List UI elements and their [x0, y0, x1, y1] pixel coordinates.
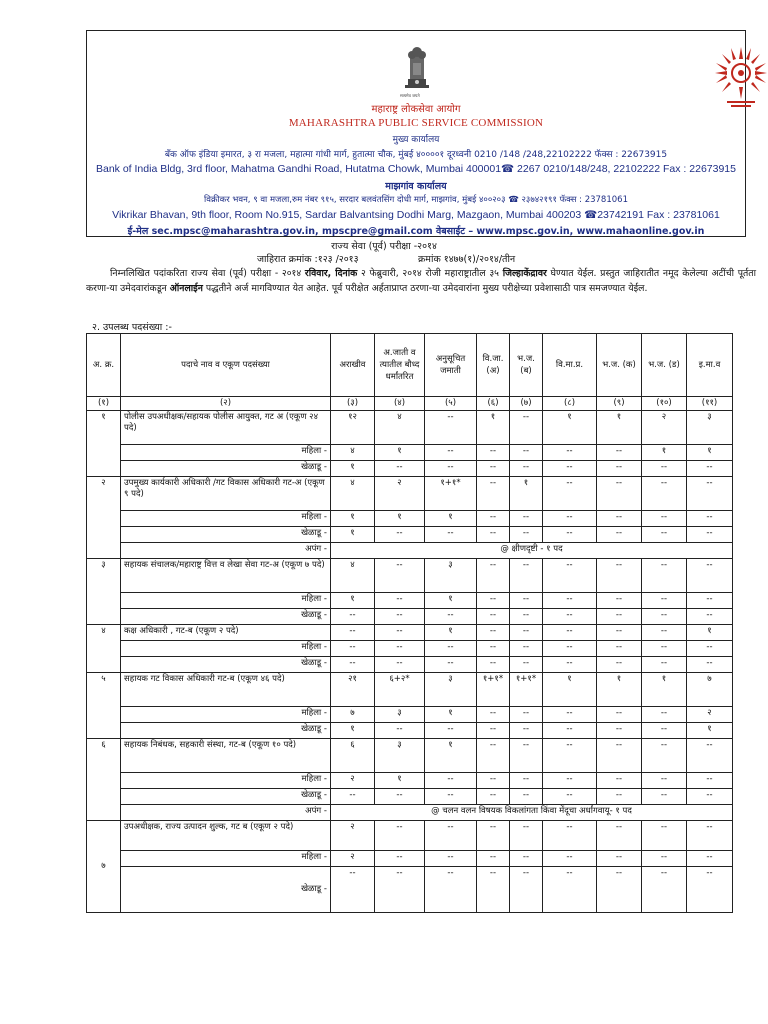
post-name-cell: उपमुख्य कार्यकारी अधिकारी /गट विकास अधिकारी गट-अ (एकूण ९ पदे) [121, 477, 331, 511]
table-row [87, 673, 733, 707]
mazgaon-office-label: माझगांव कार्यालय [385, 181, 447, 192]
disability-note-cell: @ चलन वलन विषयक विकलांगता किंवा मेंदूचा अर्धांगवायू- १ पद [331, 805, 733, 821]
post-name-cell: पोलीस उपअधीक्षक/सहायक पोलीस आयुक्त, गट अ (एकूण २४ पदे) [121, 411, 331, 445]
vacancy-count-cell: १ [543, 411, 597, 445]
vacancy-count-cell: -- [642, 739, 687, 773]
vacancy-count-cell: -- [425, 821, 477, 851]
vacancy-count-cell: -- [510, 789, 543, 805]
vacancy-count-cell: -- [543, 851, 597, 867]
vacancy-count-cell: -- [597, 773, 642, 789]
subcategory-label-cell: महिला - [121, 707, 331, 723]
vacancy-count-cell: -- [687, 867, 733, 913]
vacancy-count-cell: -- [510, 411, 543, 445]
header-cell: अराखीव [331, 334, 375, 397]
subcategory-label-cell: खेळाडू - [121, 867, 331, 913]
subcategory-label-cell: खेळाडू - [121, 723, 331, 739]
vacancy-count-cell: -- [597, 559, 642, 593]
vacancy-count-cell: -- [477, 851, 510, 867]
post-name-cell: कक्ष अधिकारी , गट-ब (एकूण २ पदे) [121, 625, 331, 641]
column-number: (१) [87, 397, 121, 411]
vacancy-count-cell: -- [687, 527, 733, 543]
vacancy-count-cell: -- [642, 789, 687, 805]
vacancy-count-cell: -- [597, 477, 642, 511]
subcategory-label-cell: खेळाडू - [121, 609, 331, 625]
vacancy-count-cell: १ [331, 593, 375, 609]
post-name-cell: सहायक संचालक/महाराष्ट्र वित्त व लेखा सेवा गट-अ (एकूण ७ पदे) [121, 559, 331, 593]
vacancy-count-cell: -- [642, 657, 687, 673]
vacancy-count-cell: १ [597, 411, 642, 445]
column-number-row [87, 397, 733, 411]
vacancy-count-cell: -- [597, 593, 642, 609]
vacancy-count-cell: -- [425, 411, 477, 445]
vacancy-count-cell: -- [425, 641, 477, 657]
vacancy-count-cell: १ [597, 673, 642, 707]
vacancy-count-cell: -- [510, 657, 543, 673]
vacancy-count-cell: -- [375, 789, 425, 805]
table-subrow [87, 461, 733, 477]
vacancy-count-cell: -- [597, 851, 642, 867]
vacancy-count-cell: -- [510, 625, 543, 641]
vacancy-count-cell: १+१* [425, 477, 477, 511]
intro-bold-1: रविवार, दिनांक [304, 268, 358, 279]
mpsc-logo-icon [711, 43, 768, 109]
vacancy-count-cell: -- [477, 641, 510, 657]
vacancy-count-cell: -- [597, 609, 642, 625]
table-subrow [87, 641, 733, 657]
header-cell: अ. क्र. [87, 334, 121, 397]
vacancy-count-cell: ४ [375, 411, 425, 445]
subcategory-label-cell: महिला - [121, 511, 331, 527]
vacancy-count-cell: -- [375, 461, 425, 477]
vacancy-count-cell: -- [510, 511, 543, 527]
vacancy-count-cell: -- [510, 527, 543, 543]
vacancy-count-cell: १ [375, 511, 425, 527]
vacancy-count-cell: -- [425, 609, 477, 625]
disability-note-cell: @ क्षीणदृष्टी - १ पद [331, 543, 733, 559]
vacancy-count-cell: -- [510, 821, 543, 851]
vacancy-count-cell: -- [331, 625, 375, 641]
vacancy-count-cell: १ [687, 625, 733, 641]
vacancy-count-cell: -- [543, 867, 597, 913]
vacancy-count-cell: -- [425, 789, 477, 805]
header-cell: भ.ज. (क) [597, 334, 642, 397]
vacancy-count-cell: -- [543, 821, 597, 851]
vacancy-count-cell: -- [642, 461, 687, 477]
vacancy-count-cell: -- [477, 789, 510, 805]
vacancy-count-cell: -- [510, 707, 543, 723]
header-cell: इ.मा.व [687, 334, 733, 397]
vacancy-count-cell: १+१* [477, 673, 510, 707]
vacancy-count-cell: -- [477, 625, 510, 641]
table-subrow [87, 527, 733, 543]
disability-label-cell: अपंग - [121, 543, 331, 559]
serial-number-cell: २ [87, 477, 121, 559]
serial-number-cell: ३ [87, 559, 121, 625]
vacancy-count-cell: ३ [425, 673, 477, 707]
vacancy-count-cell: -- [375, 657, 425, 673]
vacancy-count-cell: -- [642, 641, 687, 657]
vacancy-count-cell: -- [510, 773, 543, 789]
vacancy-count-cell: -- [597, 723, 642, 739]
table-subrow [87, 773, 733, 789]
vacancy-count-cell: -- [597, 657, 642, 673]
vacancy-count-cell: -- [375, 821, 425, 851]
vacancy-count-cell: -- [687, 477, 733, 511]
intro-bold-3: ऑनलाईन [169, 283, 203, 294]
table-row [87, 559, 733, 593]
table-subrow [87, 609, 733, 625]
intro-text-2: २ फेब्रुवारी, २०१४ रोजी महाराष्ट्रातील ३५ [357, 268, 503, 279]
column-number: (५) [425, 397, 477, 411]
table-subrow [87, 789, 733, 805]
commission-title-english: MAHARASHTRA PUBLIC SERVICE COMMISSION [288, 117, 544, 129]
vacancy-count-cell: -- [642, 773, 687, 789]
post-name-cell: उपअधीक्षक, राज्य उत्पादन शुल्क, गट ब (एकूण २ पदे) [121, 821, 331, 851]
vacancy-count-cell: -- [477, 773, 510, 789]
vacancy-count-cell: १ [331, 461, 375, 477]
vacancy-count-cell: ७ [687, 673, 733, 707]
table-row [87, 411, 733, 445]
vacancy-count-cell: -- [477, 723, 510, 739]
vacancy-count-cell: -- [642, 851, 687, 867]
vacancy-count-cell: -- [543, 657, 597, 673]
national-emblem-icon [395, 39, 439, 99]
vacancy-count-cell: -- [597, 625, 642, 641]
table-header-row [87, 334, 733, 397]
subcategory-label-cell: खेळाडू - [121, 461, 331, 477]
vacancy-count-cell: -- [543, 461, 597, 477]
vacancy-count-cell: -- [687, 609, 733, 625]
vacancy-count-cell: २ [331, 773, 375, 789]
vacancy-count-cell: १ [687, 445, 733, 461]
vacancy-count-cell: -- [597, 739, 642, 773]
vacancy-count-cell: १+१* [510, 673, 543, 707]
table-row [87, 739, 733, 773]
vacancy-count-cell: -- [597, 511, 642, 527]
vacancy-count-cell: -- [510, 851, 543, 867]
disability-note-row [87, 805, 733, 821]
subcategory-label-cell: खेळाडू - [121, 527, 331, 543]
vacancy-count-cell: -- [331, 867, 375, 913]
vacancy-count-cell: -- [477, 707, 510, 723]
vacancy-count-cell: -- [687, 789, 733, 805]
table-subrow [87, 707, 733, 723]
vacancy-count-cell: -- [425, 723, 477, 739]
vacancy-count-cell: -- [543, 773, 597, 789]
vacancy-count-cell: -- [687, 641, 733, 657]
vacancy-count-cell: -- [477, 461, 510, 477]
vacancy-count-cell: -- [425, 657, 477, 673]
vacancy-count-cell: -- [477, 739, 510, 773]
vacancy-count-cell: -- [477, 657, 510, 673]
head-office-label: मुख्य कार्यालय [392, 135, 440, 145]
vacancy-count-cell: -- [425, 527, 477, 543]
column-number: (१०) [642, 397, 687, 411]
vacancy-count-cell: -- [510, 723, 543, 739]
subcategory-label-cell: खेळाडू - [121, 789, 331, 805]
head-office-address-english: Bank of India Bldg, 3rd floor, Mahatma Gandhi Road, Hutatma Chowk, Mumbai 400001☎ 2267 0210/148/248, 22102222 Fax : 22673915 [95, 163, 736, 175]
section-title: २. उपलब्ध पदसंख्या :- [92, 322, 172, 333]
intro-paragraph [86, 266, 756, 296]
vacancy-count-cell: -- [687, 773, 733, 789]
mazgaon-address-marathi: विक्रीकर भवन, ९ वा मजला,रुम नंबर ९१५, सरदार बलवंतसिंग दोधी मार्ग, माझगांव, मुंबई ४००२०३ ☎ २३७४२१९१ फॅक्स : 23781061 [204, 195, 628, 205]
header-cell: पदाचे नाव व एकूण पदसंख्या [121, 334, 331, 397]
vacancy-count-cell: २१ [331, 673, 375, 707]
vacancy-count-cell: ३ [425, 559, 477, 593]
vacancy-count-cell: २ [687, 707, 733, 723]
mazgaon-address-english: Vikrikar Bhavan, 9th floor, Room No.915, Sardar Balvantsing Dodhi Marg, Mazgaon, Mumbai 400203 ☎23742191 Fax : 23781061 [112, 209, 720, 221]
vacancy-count-cell: -- [477, 477, 510, 511]
vacancy-count-cell: -- [642, 527, 687, 543]
vacancy-count-cell: -- [375, 867, 425, 913]
vacancy-count-cell: -- [477, 559, 510, 593]
vacancy-table [86, 333, 733, 913]
vacancy-count-cell: -- [543, 723, 597, 739]
subcategory-label-cell: महिला - [121, 851, 331, 867]
table-subrow [87, 593, 733, 609]
vacancy-count-cell: -- [375, 625, 425, 641]
vacancy-count-cell: -- [425, 773, 477, 789]
vacancy-count-cell: -- [543, 511, 597, 527]
vacancy-count-cell: -- [477, 609, 510, 625]
table-subrow [87, 511, 733, 527]
vacancy-count-cell: -- [597, 707, 642, 723]
vacancy-count-cell: -- [477, 821, 510, 851]
header-cell: भ.ज. (ड) [642, 334, 687, 397]
vacancy-count-cell: -- [597, 641, 642, 657]
vacancy-count-cell: -- [687, 559, 733, 593]
vacancy-count-cell: १ [510, 477, 543, 511]
serial-number-cell: १ [87, 411, 121, 477]
serial-number-cell: ४ [87, 625, 121, 673]
vacancy-count-cell: १ [425, 625, 477, 641]
vacancy-count-cell: ६ [331, 739, 375, 773]
vacancy-count-cell: -- [543, 641, 597, 657]
exam-title: राज्य सेवा (पूर्व) परीक्षा -२०१४ [331, 241, 437, 252]
table-subrow [87, 445, 733, 461]
vacancy-count-cell: -- [687, 851, 733, 867]
column-number: (६) [477, 397, 510, 411]
vacancy-count-cell: -- [642, 593, 687, 609]
vacancy-count-cell: -- [642, 559, 687, 593]
vacancy-count-cell: -- [642, 867, 687, 913]
vacancy-count-cell: ३ [375, 739, 425, 773]
vacancy-count-cell: -- [642, 477, 687, 511]
subcategory-label-cell: खेळाडू - [121, 657, 331, 673]
vacancy-count-cell: -- [425, 461, 477, 477]
vacancy-count-cell: १ [687, 723, 733, 739]
vacancy-count-cell: १ [425, 739, 477, 773]
vacancy-count-cell: २ [642, 411, 687, 445]
vacancy-count-cell: -- [425, 867, 477, 913]
header-cell: वि.जा. (अ) [477, 334, 510, 397]
header-cell: अनुसूचित जमाती [425, 334, 477, 397]
vacancy-count-cell: २ [375, 477, 425, 511]
vacancy-count-cell: -- [642, 821, 687, 851]
vacancy-count-cell: -- [375, 559, 425, 593]
vacancy-count-cell: -- [687, 657, 733, 673]
vacancy-count-cell: -- [331, 641, 375, 657]
vacancy-count-cell: -- [477, 593, 510, 609]
intro-bold-2: जिल्हाकेंद्रावर [502, 268, 547, 279]
vacancy-count-cell: -- [543, 739, 597, 773]
intro-text-4: पद्धतीने अर्ज मागविण्यात येत आहेत. पूर्व परीक्षेत अर्हताप्राप्त ठरणा-या उमेदवारांना मुख्य परीक्षेच्या प्रवेशासाठी पात्र समजण्यात येईल. [202, 283, 648, 294]
vacancy-count-cell: ३ [375, 707, 425, 723]
vacancy-count-cell: -- [477, 445, 510, 461]
vacancy-count-cell: १ [331, 511, 375, 527]
header-cell: अ.जाती व त्यातील बौध्द धर्मांतरित [375, 334, 425, 397]
subcategory-label-cell: महिला - [121, 773, 331, 789]
vacancy-count-cell: ४ [331, 559, 375, 593]
vacancy-count-cell: -- [331, 609, 375, 625]
vacancy-count-cell: -- [543, 445, 597, 461]
vacancy-count-cell: -- [375, 851, 425, 867]
vacancy-count-cell: -- [510, 609, 543, 625]
vacancy-count-cell: १ [477, 411, 510, 445]
vacancy-count-cell: -- [477, 527, 510, 543]
table-subrow [87, 867, 733, 913]
vacancy-count-cell: १ [331, 723, 375, 739]
vacancy-count-cell: -- [642, 511, 687, 527]
header-cell: वि.मा.प्र. [543, 334, 597, 397]
vacancy-count-cell: -- [510, 867, 543, 913]
vacancy-count-cell: -- [375, 609, 425, 625]
post-name-cell: सहायक निबंधक, सहकारी संस्था, गट-ब (एकूण १० पदे) [121, 739, 331, 773]
serial-number-cell: ५ [87, 673, 121, 739]
vacancy-count-cell: -- [477, 867, 510, 913]
table-subrow [87, 723, 733, 739]
subcategory-label-cell: महिला - [121, 641, 331, 657]
vacancy-count-cell: -- [375, 723, 425, 739]
intro-text-3: घेण्यात येईल. प्रस्तुत जाहिरातीत नमूद केलेल्या अटींची पूर्तता करणा-या उमेदवारांकडून [86, 268, 756, 294]
serial-number-cell: ७ [87, 821, 121, 913]
vacancy-count-cell: ७ [331, 707, 375, 723]
vacancy-count-cell: -- [687, 511, 733, 527]
vacancy-count-cell: १ [425, 593, 477, 609]
vacancy-count-cell: -- [642, 625, 687, 641]
disability-label-cell: अपंग - [121, 805, 331, 821]
vacancy-count-cell: -- [597, 527, 642, 543]
vacancy-count-cell: -- [510, 641, 543, 657]
vacancy-count-cell: -- [543, 789, 597, 805]
vacancy-count-cell: १ [375, 773, 425, 789]
vacancy-count-cell: २ [331, 821, 375, 851]
vacancy-count-cell: -- [510, 739, 543, 773]
vacancy-count-cell: -- [375, 641, 425, 657]
vacancy-count-cell: -- [375, 527, 425, 543]
vacancy-count-cell: १ [642, 673, 687, 707]
vacancy-count-cell: -- [642, 723, 687, 739]
vacancy-count-cell: ४ [331, 477, 375, 511]
vacancy-count-cell: -- [543, 707, 597, 723]
column-number: (४) [375, 397, 425, 411]
disability-note-row [87, 543, 733, 559]
vacancy-count-cell: १ [642, 445, 687, 461]
advertisement-number: जाहिरात क्रमांक :१२३ /२०१३ [257, 254, 359, 265]
vacancy-count-cell: -- [597, 789, 642, 805]
vacancy-count-cell: -- [597, 461, 642, 477]
vacancy-count-cell: -- [687, 739, 733, 773]
column-number: (३) [331, 397, 375, 411]
intro-text-1: निम्नलिखित पदांकरिता राज्य सेवा (पूर्व) परीक्षा - २०१४ [110, 268, 305, 279]
vacancy-count-cell: -- [687, 461, 733, 477]
vacancy-count-cell: -- [510, 445, 543, 461]
vacancy-table-body [87, 411, 733, 913]
vacancy-count-cell: -- [642, 609, 687, 625]
vacancy-count-cell: -- [477, 511, 510, 527]
column-number: (११) [687, 397, 733, 411]
column-number: (९) [597, 397, 642, 411]
emblem-motto: सत्यमेव जयते [400, 93, 420, 98]
vacancy-count-cell: -- [543, 593, 597, 609]
vacancy-count-cell: ४ [331, 445, 375, 461]
vacancy-count-cell: -- [543, 527, 597, 543]
vacancy-count-cell: २ [331, 851, 375, 867]
vacancy-count-cell: -- [425, 445, 477, 461]
vacancy-count-cell: -- [510, 461, 543, 477]
vacancy-count-cell: -- [510, 593, 543, 609]
column-number: (२) [121, 397, 331, 411]
table-row [87, 477, 733, 511]
vacancy-count-cell: -- [331, 657, 375, 673]
table-subrow [87, 657, 733, 673]
vacancy-count-cell: -- [597, 867, 642, 913]
reference-number: क्रमांक १४७७(१)/२०१४/तीन [418, 254, 516, 265]
vacancy-count-cell: ३ [687, 411, 733, 445]
vacancy-count-cell: -- [425, 851, 477, 867]
vacancy-count-cell: -- [687, 821, 733, 851]
letterhead-box [86, 30, 746, 237]
subcategory-label-cell: महिला - [121, 593, 331, 609]
vacancy-count-cell: १२ [331, 411, 375, 445]
vacancy-count-cell: -- [597, 445, 642, 461]
vacancy-count-cell: -- [510, 559, 543, 593]
column-number: (८) [543, 397, 597, 411]
commission-title-marathi: महाराष्ट्र लोकसेवा आयोग [371, 104, 461, 115]
vacancy-count-cell: -- [543, 559, 597, 593]
vacancy-count-cell: १ [375, 445, 425, 461]
header-cell: भ.ज. (ब) [510, 334, 543, 397]
vacancy-count-cell: -- [543, 477, 597, 511]
table-subrow [87, 851, 733, 867]
contact-email-website: ई-मेल sec.mpsc@maharashtra.gov.in, mpscpre@gmail.com वेबसाईट – www.mpsc.gov.in, www.mahaonline.gov.in [127, 226, 705, 237]
table-row [87, 821, 733, 851]
serial-number-cell: ६ [87, 739, 121, 821]
vacancy-count-cell: ६+२* [375, 673, 425, 707]
head-office-address-marathi: बँक ऑफ इंडिया इमारत, ३ रा मजला, महात्मा गांधी मार्ग, हुतात्मा चौक, मुंबई ४००००१ दूरध्वनी 0210 /148 /248,22102222 फॅक्स : 22673915 [164, 150, 668, 160]
table-row [87, 625, 733, 641]
vacancy-count-cell: -- [597, 821, 642, 851]
vacancy-count-cell: -- [543, 609, 597, 625]
vacancy-count-cell: १ [543, 673, 597, 707]
vacancy-count-cell: -- [375, 593, 425, 609]
vacancy-count-cell: -- [687, 593, 733, 609]
vacancy-count-cell: -- [331, 789, 375, 805]
column-number: (७) [510, 397, 543, 411]
post-name-cell: सहायक गट विकास अधिकारी गट-ब (एकूण ४६ पदे) [121, 673, 331, 707]
vacancy-count-cell: १ [425, 511, 477, 527]
vacancy-count-cell: १ [331, 527, 375, 543]
vacancy-count-cell: -- [543, 625, 597, 641]
vacancy-count-cell: १ [425, 707, 477, 723]
subcategory-label-cell: महिला - [121, 445, 331, 461]
vacancy-count-cell: -- [642, 707, 687, 723]
